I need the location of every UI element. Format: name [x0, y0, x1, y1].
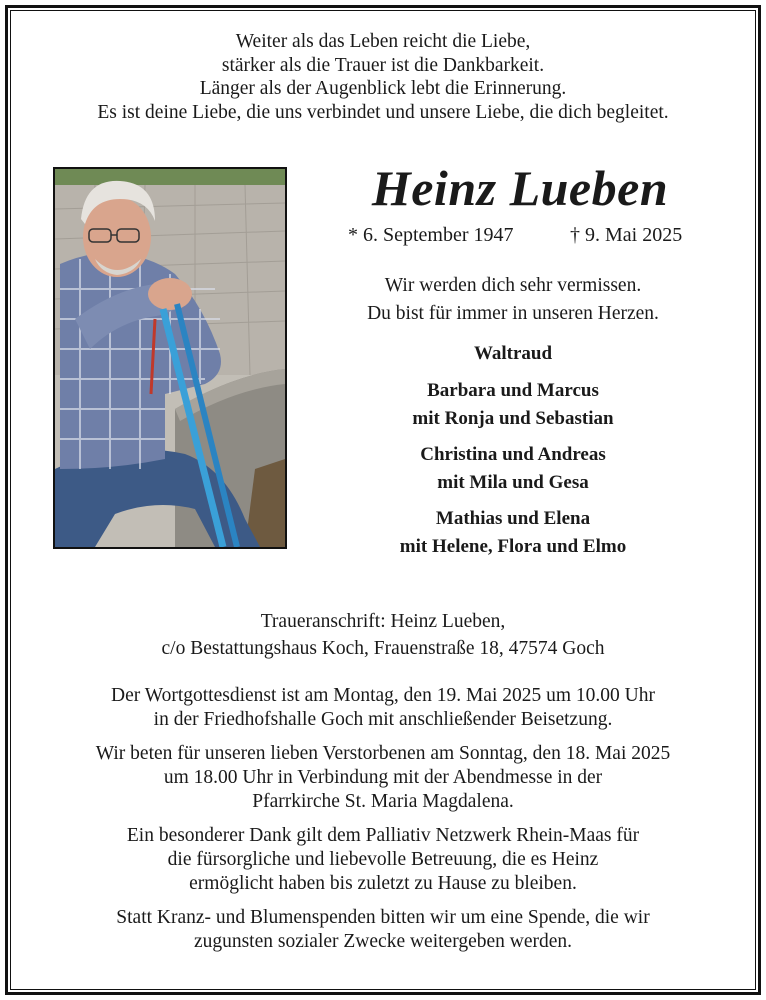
- paragraph-line: um 18.00 Uhr in Verbindung mit der Abendmesse in der: [163, 767, 603, 788]
- paragraph-line: die fürsorgliche und liebevolle Betreuung, die es Heinz: [167, 849, 599, 870]
- poem-line: stärker als die Trauer ist die Dankbarkeit.: [221, 54, 545, 76]
- paragraph-line: Ein besonderer Dank gilt dem Palliativ Netzwerk Rhein-Maas für: [126, 825, 640, 846]
- birth-date: * 6. September 1947: [348, 224, 514, 246]
- mourner-line: mit Ronja und Sebastian: [412, 408, 614, 429]
- mourner-line: Christina und Andreas: [420, 444, 606, 465]
- mourner-group: [300, 441, 726, 497]
- deceased-name: Heinz Lueben: [371, 160, 669, 216]
- mourner-line: mit Mila und Gesa: [437, 472, 589, 493]
- poem-line: Länger als der Augenblick lebt die Erinnerung.: [199, 78, 567, 99]
- poem-line: Es ist deine Liebe, die uns verbindet und unsere Liebe, die dich begleitet.: [97, 101, 669, 123]
- mourner-line: Barbara und Marcus: [427, 380, 599, 401]
- poem: [0, 30, 766, 124]
- mourner-line: Mathias und Elena: [435, 508, 591, 529]
- portrait-illustration: [55, 169, 285, 547]
- donation-paragraph: [0, 906, 766, 954]
- mourner-group: [300, 505, 726, 561]
- farewell-text: [300, 272, 726, 328]
- life-dates: [348, 222, 683, 248]
- mourners-list: [300, 340, 726, 569]
- paragraph-line: zugunsten sozialer Zwecke weitergeben werden.: [193, 931, 573, 952]
- service-information: [0, 684, 766, 964]
- prayer-paragraph: [0, 742, 766, 814]
- mourning-address: [0, 608, 766, 662]
- thanks-paragraph: [0, 824, 766, 896]
- paragraph-line: in der Friedhofshalle Goch mit anschließender Beisetzung.: [153, 709, 613, 730]
- paragraph-line: Der Wortgottesdienst ist am Montag, den 19. Mai 2025 um 10.00 Uhr: [110, 685, 655, 706]
- mourner-line: mit Helene, Flora und Elmo: [399, 536, 627, 557]
- paragraph-line: Pfarrkirche St. Maria Magdalena.: [252, 791, 514, 812]
- mourner-group: [300, 377, 726, 433]
- poem-line: Weiter als das Leben reicht die Liebe,: [235, 31, 531, 52]
- farewell-line: Du bist für immer in unseren Herzen.: [367, 303, 659, 324]
- paragraph-line: Wir beten für unseren lieben Verstorbenen am Sonntag, den 18. Mai 2025: [95, 743, 671, 764]
- mourner-group: [300, 340, 726, 368]
- address-line: c/o Bestattungshaus Koch, Frauenstraße 18, 47574 Goch: [161, 638, 605, 659]
- mourner-line: Waltraud: [473, 343, 553, 364]
- paragraph-line: ermöglicht haben bis zuletzt zu Hause zu bleiben.: [189, 873, 577, 894]
- paragraph-line: Statt Kranz- und Blumenspenden bitten wir um eine Spende, die wir: [116, 907, 650, 928]
- address-line: Traueranschrift: Heinz Lueben,: [260, 611, 506, 632]
- death-date: † 9. Mai 2025: [570, 224, 683, 246]
- portrait-photo: [53, 167, 287, 549]
- service-paragraph: [0, 684, 766, 732]
- farewell-line: Wir werden dich sehr vermissen.: [384, 275, 642, 296]
